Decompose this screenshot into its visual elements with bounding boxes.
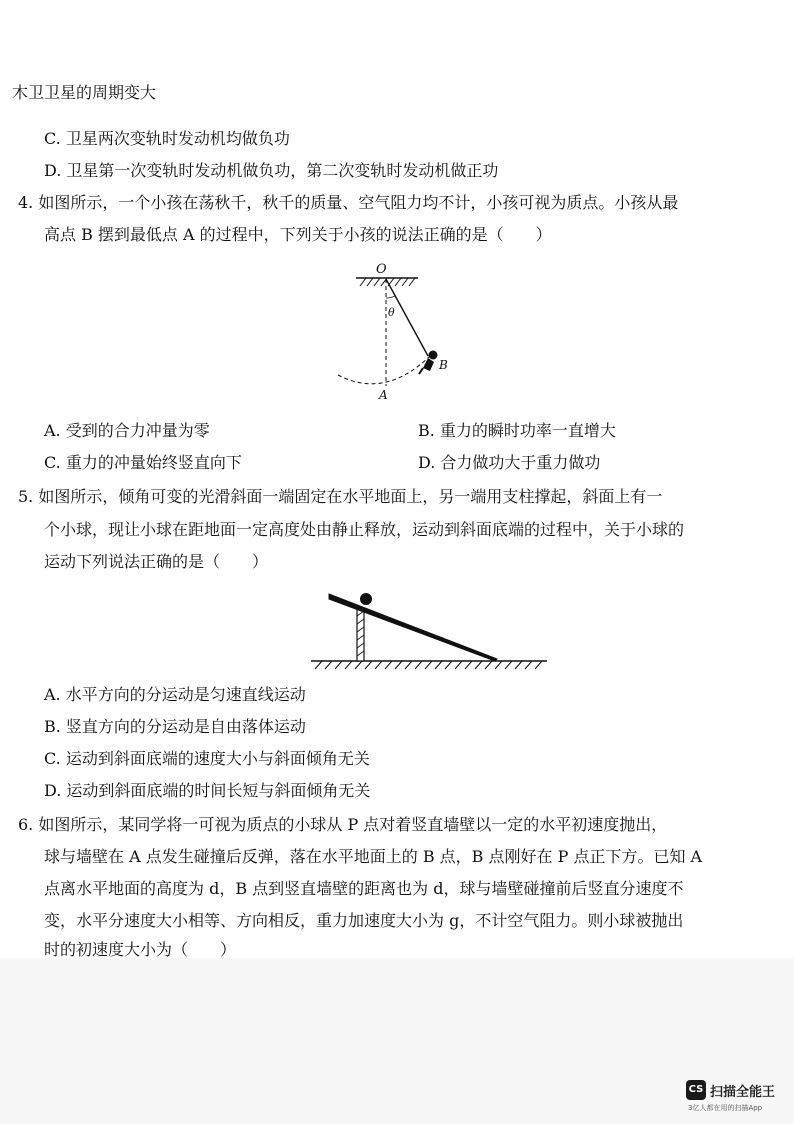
swing-arc (338, 354, 432, 384)
q6-stem-line2: 球与墙壁在 A 点发生碰撞后反弹，落在水平地面上的 B 点，B 点刚好在 P 点正下方。已知 A (44, 847, 703, 866)
q4-stem-line1: 4. 如图所示，一个小孩在荡秋千，秋千的质量、空气阻力均不计，小孩可视为质点。小孩从最 (18, 193, 679, 212)
q5-stem-line1: 5. 如图所示，倾角可变的光滑斜面一端固定在水平地面上，另一端用支柱撑起，斜面上有一 (18, 487, 663, 506)
q5-option-b: B. 竖直方向的分运动是自由落体运动 (44, 717, 306, 736)
cut-off-text-content: 木卫卫星的周期变大 (12, 83, 157, 102)
label-a: A (379, 388, 388, 402)
scan-shadow-region (0, 958, 794, 1124)
q5-option-c: C. 运动到斜面底端的速度大小与斜面倾角无关 (44, 749, 370, 768)
scanner-watermark (686, 1080, 794, 1124)
cut-off-text (12, 83, 202, 105)
q4-option-c: C. 重力的冲量始终竖直向下 (44, 453, 242, 472)
q4-option-a: A. 受到的合力冲量为零 (44, 421, 210, 440)
label-theta: θ (388, 306, 395, 319)
label-b: B (439, 358, 448, 372)
q3-option-c: C. 卫星两次变轨时发动机均做负功 (44, 129, 290, 148)
q6-stem-line3: 点离水平地面的高度为 d，B 点到竖直墙壁的距离也为 d，球与墙壁碰撞前后竖直分速度不 (44, 879, 684, 898)
incline-plank (329, 594, 497, 661)
q5-option-a: A. 水平方向的分运动是匀速直线运动 (44, 685, 306, 704)
child-figure (419, 351, 438, 375)
label-o: O (376, 262, 387, 277)
q5-option-d: D. 运动到斜面底端的时间长短与斜面倾角无关 (44, 781, 371, 800)
q5-incline-figure (305, 580, 555, 672)
watermark-tagline: 3亿人都在用的扫描App (688, 1104, 763, 1112)
camscanner-logo-icon: CS (686, 1080, 706, 1100)
ground-hatching (315, 661, 542, 669)
q5-stem-line2: 个小球，现让小球在距地面一定高度处由静止释放，运动到斜面底端的过程中，关于小球的 (44, 520, 685, 539)
q4-option-b: B. 重力的瞬时功率一直增大 (418, 421, 616, 440)
angle-arc (386, 296, 395, 298)
q6-stem-line5: 时的初速度大小为（ ） (44, 940, 237, 959)
q3-option-d: D. 卫星第一次变轨时发动机做负功，第二次变轨时发动机做正功 (44, 161, 499, 180)
q6-stem-line4: 变，水平分速度大小相等、方向相反，重力加速度大小为 g，不计空气阻力。则小球被抛出 (44, 911, 684, 930)
q6-stem-line1: 6. 如图所示，某同学将一可视为质点的小球从 P 点对着竖直墙壁以一定的水平初速度抛出， (18, 815, 668, 834)
q4-option-d: D. 合力做功大于重力做功 (418, 453, 601, 472)
watermark-app-name: 扫描全能王 (710, 1085, 776, 1100)
q4-stem-line2: 高点 B 摆到最低点 A 的过程中，下列关于小孩的说法正确的是（ ） (44, 225, 552, 244)
q4-swing-figure (320, 258, 470, 403)
ball (360, 593, 372, 605)
q5-stem-line3: 运动下列说法正确的是（ ） (44, 552, 269, 571)
